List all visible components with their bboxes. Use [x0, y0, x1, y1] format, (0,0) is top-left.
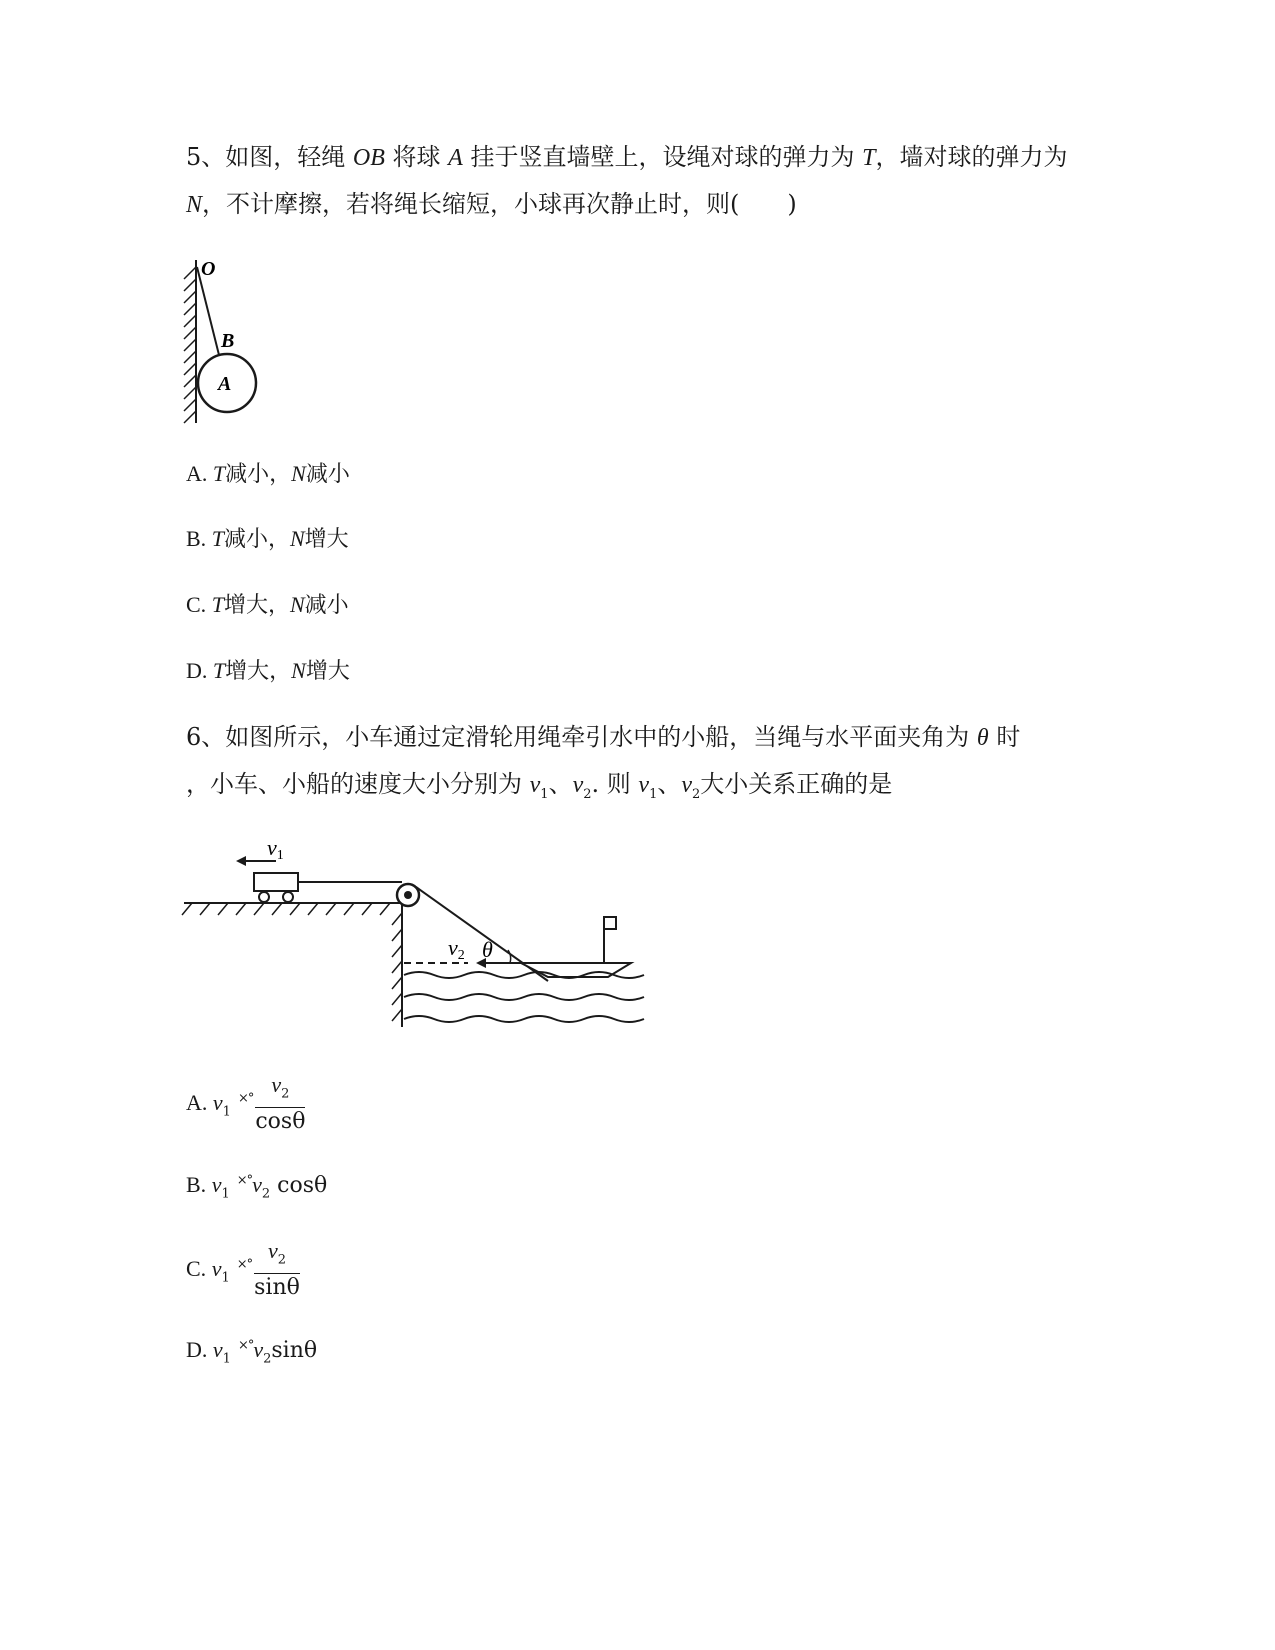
ground-hatching — [182, 903, 390, 915]
v1-arrowhead — [236, 856, 246, 866]
cart-wheel-left — [259, 892, 269, 902]
wave-2 — [404, 994, 644, 1000]
rope-ob — [197, 267, 219, 355]
label-o: O — [201, 258, 216, 280]
wave-3 — [404, 1016, 644, 1022]
q5-option-d[interactable]: D. T增大，N增大 — [186, 658, 350, 684]
v1-label: v1 — [267, 835, 284, 863]
cart-wheel-right — [283, 892, 293, 902]
q5-stem-line2: N，不计摩擦，若将绳长缩短，小球再次静止时，则( ) — [186, 190, 797, 218]
q5-option-a[interactable]: A. T减小，N减小 — [186, 461, 350, 487]
label-b: B — [221, 330, 235, 352]
pulley-axle — [404, 891, 412, 899]
cart-body — [254, 873, 298, 891]
label-a: A — [218, 373, 232, 395]
q5-option-c[interactable]: C. T增大，N减小 — [186, 592, 349, 618]
q6-figure-cart-and-boat — [176, 835, 656, 1035]
v2-label: v2 — [448, 935, 465, 963]
q6-stem-line2: ，小车、小船的速度大小分别为 $v_1$、$v_2$. 则 $v_1$、$v_2$大小关系正确的是 — [186, 770, 893, 802]
q5-figure-ball-on-wall — [176, 255, 286, 430]
q6-stem-line1: 6、如图所示，小车通过定滑轮用绳牵引水中的小船，当绳与水平面夹角为 θ 时 — [186, 723, 1021, 751]
q6-option-a[interactable]: A. $v_1$ ×° $\frac{v_2}{\cos\theta}$ — [186, 1072, 306, 1135]
q6-option-d[interactable]: D. $v_1$ $^{\times^\circ}v_2\sin\theta$ — [186, 1337, 318, 1367]
cliff-hatching — [392, 913, 402, 1021]
q6-option-c[interactable]: C. $v_1$ ×° $\frac{v_2}{\sin\theta}$ — [186, 1238, 300, 1301]
wall-hatching — [184, 267, 196, 423]
q6-option-b[interactable]: B. $v_1$ $^{\times^\circ}v_2$ cosθ — [186, 1172, 328, 1202]
theta-arc — [508, 950, 511, 963]
theta-label: θ — [482, 937, 493, 962]
q5-stem-line1: 5、如图，轻绳 OB 将球 A 挂于竖直墙壁上，设绳对球的弹力为 T，墙对球的弹力为 — [186, 143, 1068, 171]
boat-flag — [604, 917, 616, 929]
q5-option-b[interactable]: B. T减小，N增大 — [186, 526, 349, 552]
